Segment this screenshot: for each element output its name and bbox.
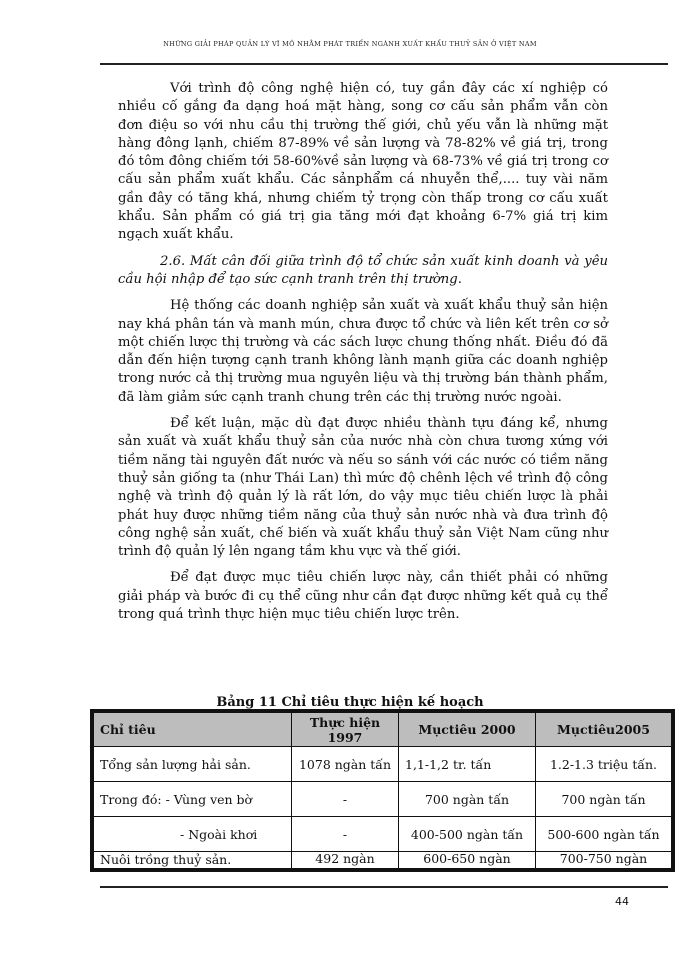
paragraph: Hệ thống các doanh nghiệp sản xuất và xuất khẩu thuỷ sản hiện nay khá phân tán và manh mún, chưa được tổ chức và liên kết trên cơ sở một chiến lược thị trường và các sách lược chung thống nhất. Điều đó đã dẫn đến hiện tượng cạnh tranh không lành mạnh giữa các doanh nghiệp trong nước cả thị trường mua nguyên liệu và thị trường bán thành phẩm, đã làm giảm sức cạnh tranh chung trên các thị trường nước ngoài. (118, 298, 608, 405)
footer-rule (100, 886, 668, 888)
table-cell: 1,1-1,2 tr. tấn (399, 747, 536, 782)
section-heading: 2.6. Mất cân đối giữa trình độ tổ chức sản xuất kinh doanh và yêu cầu hội nhập để tạo sức cạnh tranh trên thị trường. (118, 253, 608, 287)
table-row (94, 817, 672, 852)
table-cell: - (292, 817, 399, 852)
table-cell: Nuôi trồng thuỷ sản. (94, 852, 292, 869)
paragraph: Để kết luận, mặc dù đạt được nhiều thành tựu đáng kể, nhưng sản xuất và xuất khẩu thuỷ sản của nước nhà còn chưa tương xứng với tiềm năng tài nguyên đất nước và nếu so sánh với các nước có tiềm năng thuỷ sản giống ta (như Thái Lan) thì mức độ chênh lệch về trình độ công nghệ và trình độ quản lý là rất lớn, do vậy mục tiêu chiến lược là phải phát huy được những tiềm năng của thuỷ sản nước nhà và đưa trình độ công nghệ sản xuất, chế biến và xuất khẩu thuỷ sản Việt Nam cũng như trình độ quản lý lên ngang tầm khu vực và thế giới. (118, 416, 608, 560)
table-caption: Bảng 11 Chỉ tiêu thực hiện kế hoạch (216, 695, 484, 710)
table-cell: 492 ngàn (292, 852, 399, 869)
column-header: Mụctiêu 2000 (399, 713, 536, 747)
column-header: Chỉ tiêu (94, 713, 292, 747)
table-cell: Trong đó: - Vùng ven bờ (94, 782, 292, 817)
table-cell: 600-650 ngàn (399, 852, 536, 869)
column-header: Thực hiện 1997 (292, 713, 399, 747)
table-cell: 500-600 ngàn tấn (536, 817, 672, 852)
body-text (118, 80, 608, 632)
table-cell: Tổng sản lượng hải sản. (94, 747, 292, 782)
plan-targets-table (93, 712, 672, 869)
table-row (94, 782, 672, 817)
paragraph: Với trình độ công nghệ hiện có, tuy gần đây các xí nghiệp có nhiều cố gắng đa dạng hoá mặt hàng, song cơ cấu sản phẩm vẫn còn đơn điệu so với nhu cầu thị trường thế giới, chủ yếu vẫn là những mặt hàng đông lạnh, chiếm 87-89% về sản lượng và 78-82% về giá trị, trong đó tôm đông chiếm tới 58-60%về sản lượng và 68-73% về giá trị trong cơ cấu sản phẩm xuất khẩu. Các sảnphẩm cá nhuyễn thể,.... tuy vài năm gần đây có tăng khá, nhưng chiếm tỷ trọng còn thấp trong cơ cấu xuất khẩu. Sản phẩm có giá trị gia tăng mới đạt khoảng 6-7% giá trị kim ngạch xuất khẩu. (118, 81, 608, 243)
running-header: NHỮNG GIẢI PHÁP QUẢN LÝ VĨ MÔ NHẰM PHÁT TRIỂN NGÀNH XUẤT KHẨU THUỶ SẢN Ở VIỆT NAM (163, 40, 537, 48)
table-header-row (94, 713, 672, 747)
table-row (94, 747, 672, 782)
table-cell: 400-500 ngàn tấn (399, 817, 536, 852)
table-cell: 1.2-1.3 triệu tấn. (536, 747, 672, 782)
table-row (94, 852, 672, 869)
header-rule (100, 63, 668, 65)
table-cell: - Ngoài khơi (94, 817, 292, 852)
table-cell: 1078 ngàn tấn (292, 747, 399, 782)
table-cell: 700 ngàn tấn (399, 782, 536, 817)
paragraph: Để đạt được mục tiêu chiến lược này, cần thiết phải có những giải pháp và bước đi cụ thể cũng như cần đạt được những kết quả cụ thể trong quá trình thực hiện mục tiêu chiến lược trên. (118, 570, 608, 623)
table-cell: 700-750 ngàn (536, 852, 672, 869)
column-header: Mụctiêu2005 (536, 713, 672, 747)
page-number: 44 (615, 895, 629, 908)
table-cell: 700 ngàn tấn (536, 782, 672, 817)
table-cell: - (292, 782, 399, 817)
